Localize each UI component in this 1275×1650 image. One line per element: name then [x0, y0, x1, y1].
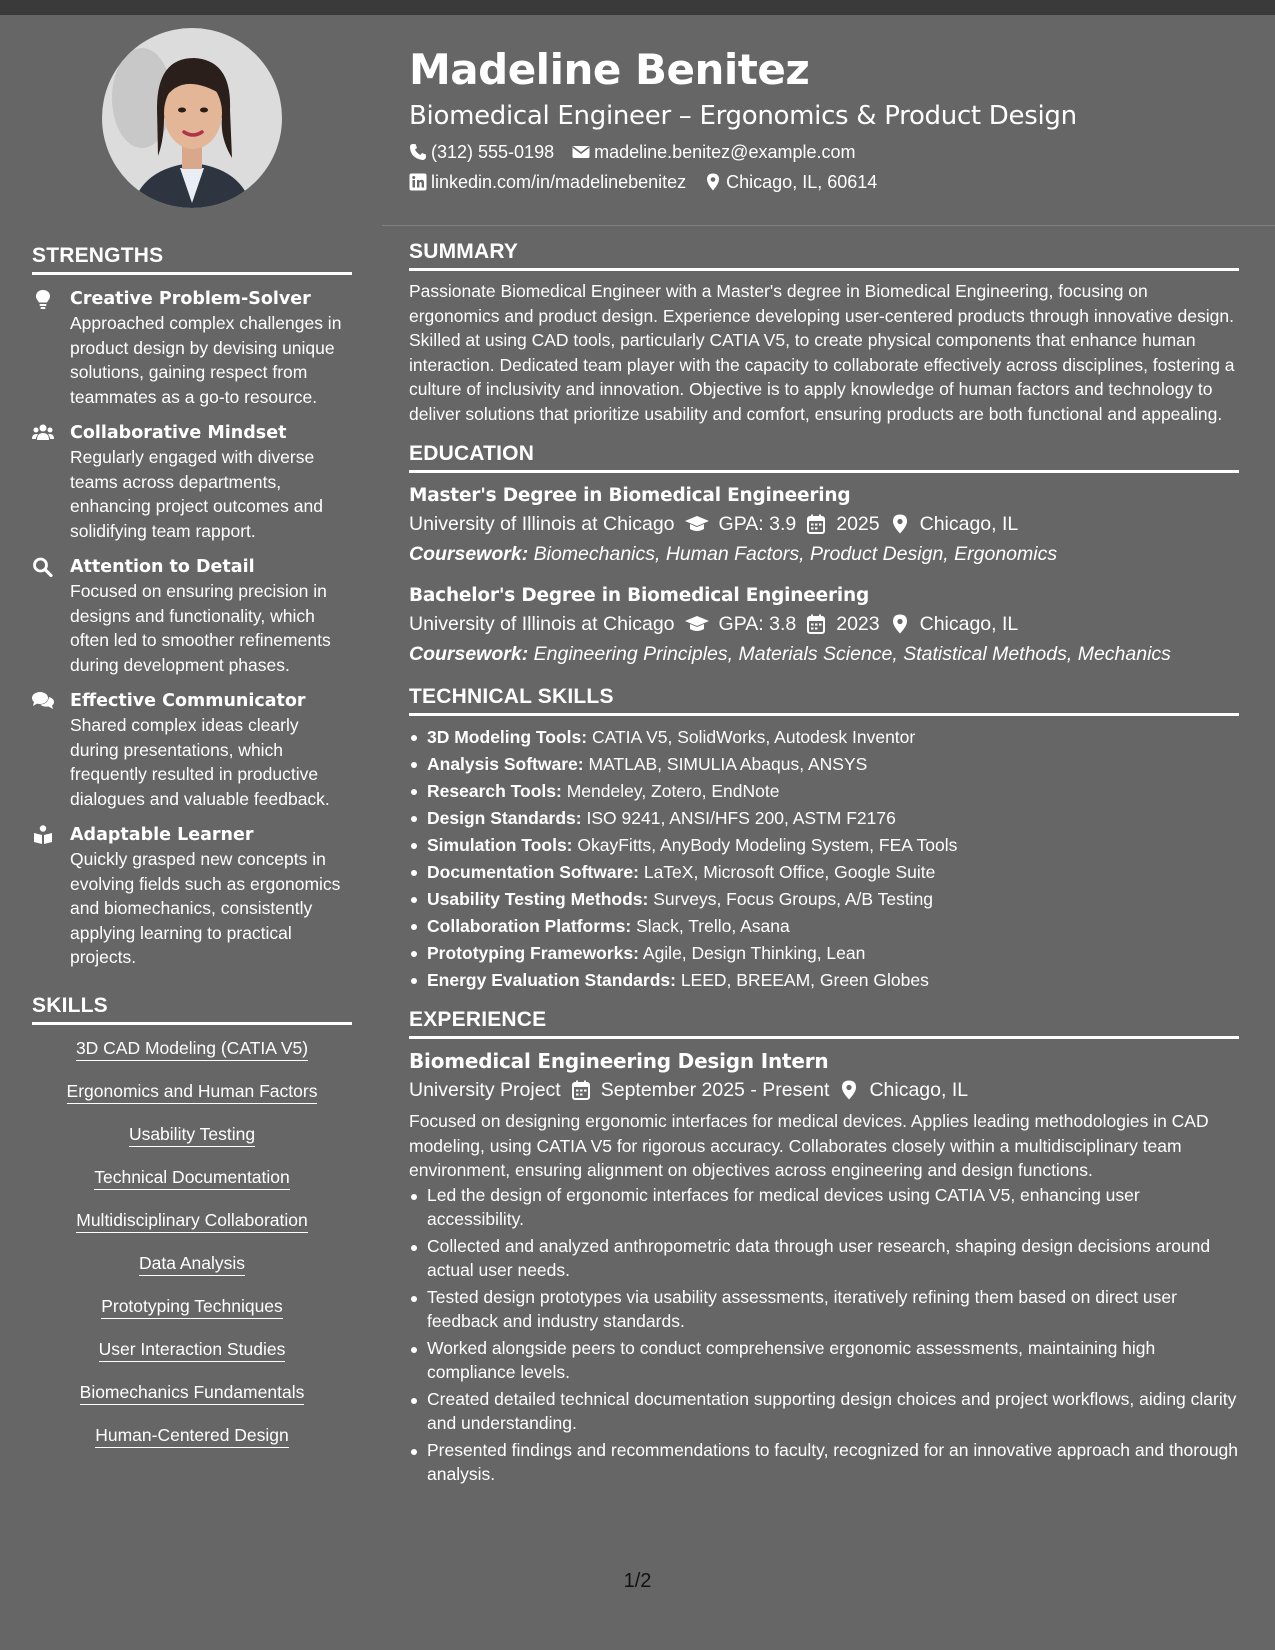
education-meta [409, 509, 1239, 539]
summary-heading: SUMMARY [409, 240, 1239, 271]
list-item: Research Tools: Mendeley, Zotero, EndNote [409, 778, 1239, 805]
technical-skills-list [409, 724, 1239, 994]
sidebar [32, 28, 352, 1467]
experience-bullets [409, 1183, 1239, 1487]
strength-item [32, 689, 352, 811]
page-number: 1/2 [623, 1570, 652, 1592]
strength-item [32, 287, 352, 409]
linkedin-icon [409, 173, 427, 191]
skills-list [32, 1037, 352, 1446]
list-item: Documentation Software: LaTeX, Microsoft Office, Google Suite [409, 859, 1239, 886]
year-text: 2023 [836, 613, 880, 635]
map-marker-icon [890, 614, 910, 634]
list-item: Design Standards: ISO 9241, ANSI/HFS 200, ASTM F2176 [409, 805, 1239, 832]
map-marker-icon [839, 1080, 859, 1100]
top-bar [0, 0, 1275, 15]
skill-tag: Biomechanics Fundamentals [32, 1381, 352, 1403]
skill-tag: Human-Centered Design [32, 1424, 352, 1446]
search-icon [32, 555, 70, 677]
linkedin-contact[interactable] [409, 170, 686, 194]
contact-row [409, 140, 1239, 164]
candidate-role: Biomedical Engineer – Ergonomics & Product Design [409, 101, 1077, 131]
education-item [409, 583, 1239, 669]
book-reader-icon [32, 823, 70, 970]
education-meta [409, 609, 1239, 639]
list-item: Tested design prototypes via usability assessments, iteratively refining them based on direct user feedback and industry standards. [409, 1285, 1239, 1334]
job-description: Focused on designing ergonomic interfaces for medical devices. Applies leading methodologies in CAD modeling, using CATIA V5 for rigorous accuracy. Collaborates closely within a multidisciplinary team environment, ensuring alignment on objectives across engineering and design functions. [409, 1111, 1209, 1180]
gpa-text: GPA: 3.9 [718, 513, 797, 535]
list-item: Worked alongside peers to conduct comprehensive ergonomic assessments, maintaining high compliance levels. [409, 1336, 1239, 1385]
degree-title: Master's Degree in Biomedical Engineering [409, 485, 851, 506]
skill-tag: User Interaction Studies [32, 1338, 352, 1360]
list-item: Created detailed technical documentation supporting design choices and project workflows, aiding clarity and understanding. [409, 1387, 1239, 1436]
strengths-heading: STRENGTHS [32, 244, 352, 275]
graduation-cap-icon [685, 514, 709, 534]
list-item: Led the design of ergonomic interfaces for medical devices using CATIA V5, enhancing user accessibility. [409, 1183, 1239, 1232]
profile-photo [102, 28, 282, 208]
location-contact [704, 170, 877, 194]
technical-skills-heading: TECHNICAL SKILLS [409, 685, 1239, 716]
phone-contact[interactable] [409, 140, 554, 164]
edu-location: Chicago, IL [919, 613, 1019, 635]
strength-title: Adaptable Learner [70, 825, 254, 845]
list-item: Presented findings and recommendations to faculty, recognized for an innovative approach and thorough analysis. [409, 1438, 1239, 1487]
users-icon [32, 421, 70, 543]
strength-desc: Shared complex ideas clearly during presentations, which frequently resulted in productive dialogues and valuable feedback. [70, 715, 330, 809]
year-text: 2025 [836, 513, 880, 535]
strength-title: Attention to Detail [70, 557, 255, 577]
skill-tag: Usability Testing [32, 1123, 352, 1145]
skill-tag: Ergonomics and Human Factors [32, 1080, 352, 1102]
strength-item [32, 555, 352, 677]
experience-heading: EXPERIENCE [409, 1008, 1239, 1039]
job-title: Biomedical Engineering Design Intern [409, 1049, 829, 1073]
graduation-cap-icon [685, 614, 709, 634]
strength-desc: Approached complex challenges in product design by devising unique solutions, gaining respect from teammates as a go-to resource. [70, 313, 342, 407]
education-item [409, 483, 1239, 569]
experience-meta [409, 1075, 1239, 1105]
strength-title: Effective Communicator [70, 691, 306, 711]
coursework: Coursework: Engineering Principles, Materials Science, Statistical Methods, Mechanics [409, 643, 1171, 665]
list-item: Collaboration Platforms: Slack, Trello, Asana [409, 913, 1239, 940]
list-item: 3D Modeling Tools: CATIA V5, SolidWorks, Autodesk Inventor [409, 724, 1239, 751]
resume-header [409, 42, 1239, 194]
skill-tag: Prototyping Techniques [32, 1295, 352, 1317]
coursework: Coursework: Biomechanics, Human Factors, Product Design, Ergonomics [409, 543, 1058, 565]
map-marker-icon [890, 514, 910, 534]
gpa-text: GPA: 3.8 [718, 613, 797, 635]
school-name: University of Illinois at Chicago [409, 513, 675, 535]
email-contact[interactable] [572, 140, 855, 164]
map-marker-icon [704, 173, 722, 191]
list-item: Analysis Software: MATLAB, SIMULIA Abaqus, ANSYS [409, 751, 1239, 778]
skill-tag: 3D CAD Modeling (CATIA V5) [32, 1037, 352, 1059]
job-dates: September 2025 - Present [600, 1079, 830, 1101]
strength-title: Creative Problem-Solver [70, 289, 311, 309]
school-name: University of Illinois at Chicago [409, 613, 675, 635]
list-item: Simulation Tools: OkayFitts, AnyBody Modeling System, FEA Tools [409, 832, 1239, 859]
education-heading: EDUCATION [409, 442, 1239, 473]
list-item: Usability Testing Methods: Surveys, Focus Groups, A/B Testing [409, 886, 1239, 913]
job-location: Chicago, IL [869, 1079, 969, 1101]
edu-location: Chicago, IL [919, 513, 1019, 535]
email-text: madeline.benitez@example.com [594, 142, 856, 162]
list-item: Energy Evaluation Standards: LEED, BREEAM, Green Globes [409, 967, 1239, 994]
phone-text: (312) 555-0198 [431, 142, 555, 162]
calendar-icon [806, 614, 826, 634]
calendar-icon [806, 514, 826, 534]
skills-heading: SKILLS [32, 994, 352, 1025]
linkedin-text: linkedin.com/in/madelinebenitez [431, 172, 687, 192]
summary-text: Passionate Biomedical Engineer with a Master's degree in Biomedical Engineering, focusing on ergonomics and product design. Experience developing user-centered products through innovative design. Skilled at using CAD tools, particularly CATIA V5, to create physical components that enhance human interaction. Dedicated team player with the capacity to collaborate effectively across disciplines, fostering a culture of inclusivity and innovation. Objective is to apply knowledge of human factors and technology to deliver solutions that prioritize usability and comfort, ensuring products are both functional and appealing. [409, 281, 1235, 424]
chat-icon [32, 689, 70, 811]
lightbulb-icon [32, 287, 70, 409]
degree-title: Bachelor's Degree in Biomedical Engineering [409, 585, 870, 606]
organization: University Project [409, 1079, 561, 1101]
main-content [409, 240, 1239, 1489]
strength-title: Collaborative Mindset [70, 423, 287, 443]
phone-icon [409, 143, 427, 161]
strength-desc: Regularly engaged with diverse teams across departments, enhancing project outcomes and solidifying team rapport. [70, 447, 323, 541]
header-divider [382, 225, 1275, 226]
strength-desc: Quickly grasped new concepts in evolving fields such as ergonomics and biomechanics, consistently applying learning to practical projects. [70, 849, 341, 967]
strength-item [32, 421, 352, 543]
calendar-icon [571, 1080, 591, 1100]
skill-tag: Multidisciplinary Collaboration [32, 1209, 352, 1231]
skill-tag: Technical Documentation [32, 1166, 352, 1188]
strength-item [32, 823, 352, 970]
candidate-name: Madeline Benitez [409, 45, 810, 94]
list-item: Collected and analyzed anthropometric data through user research, shaping design decisions around actual user needs. [409, 1234, 1239, 1283]
list-item: Prototyping Frameworks: Agile, Design Thinking, Lean [409, 940, 1239, 967]
skill-tag: Data Analysis [32, 1252, 352, 1274]
location-text: Chicago, IL, 60614 [726, 172, 878, 192]
strength-desc: Focused on ensuring precision in designs and functionality, which often led to smoother refinements during development phases. [70, 581, 331, 675]
strengths-list [32, 287, 352, 970]
contact-row [409, 170, 1239, 194]
envelope-icon [572, 143, 590, 161]
